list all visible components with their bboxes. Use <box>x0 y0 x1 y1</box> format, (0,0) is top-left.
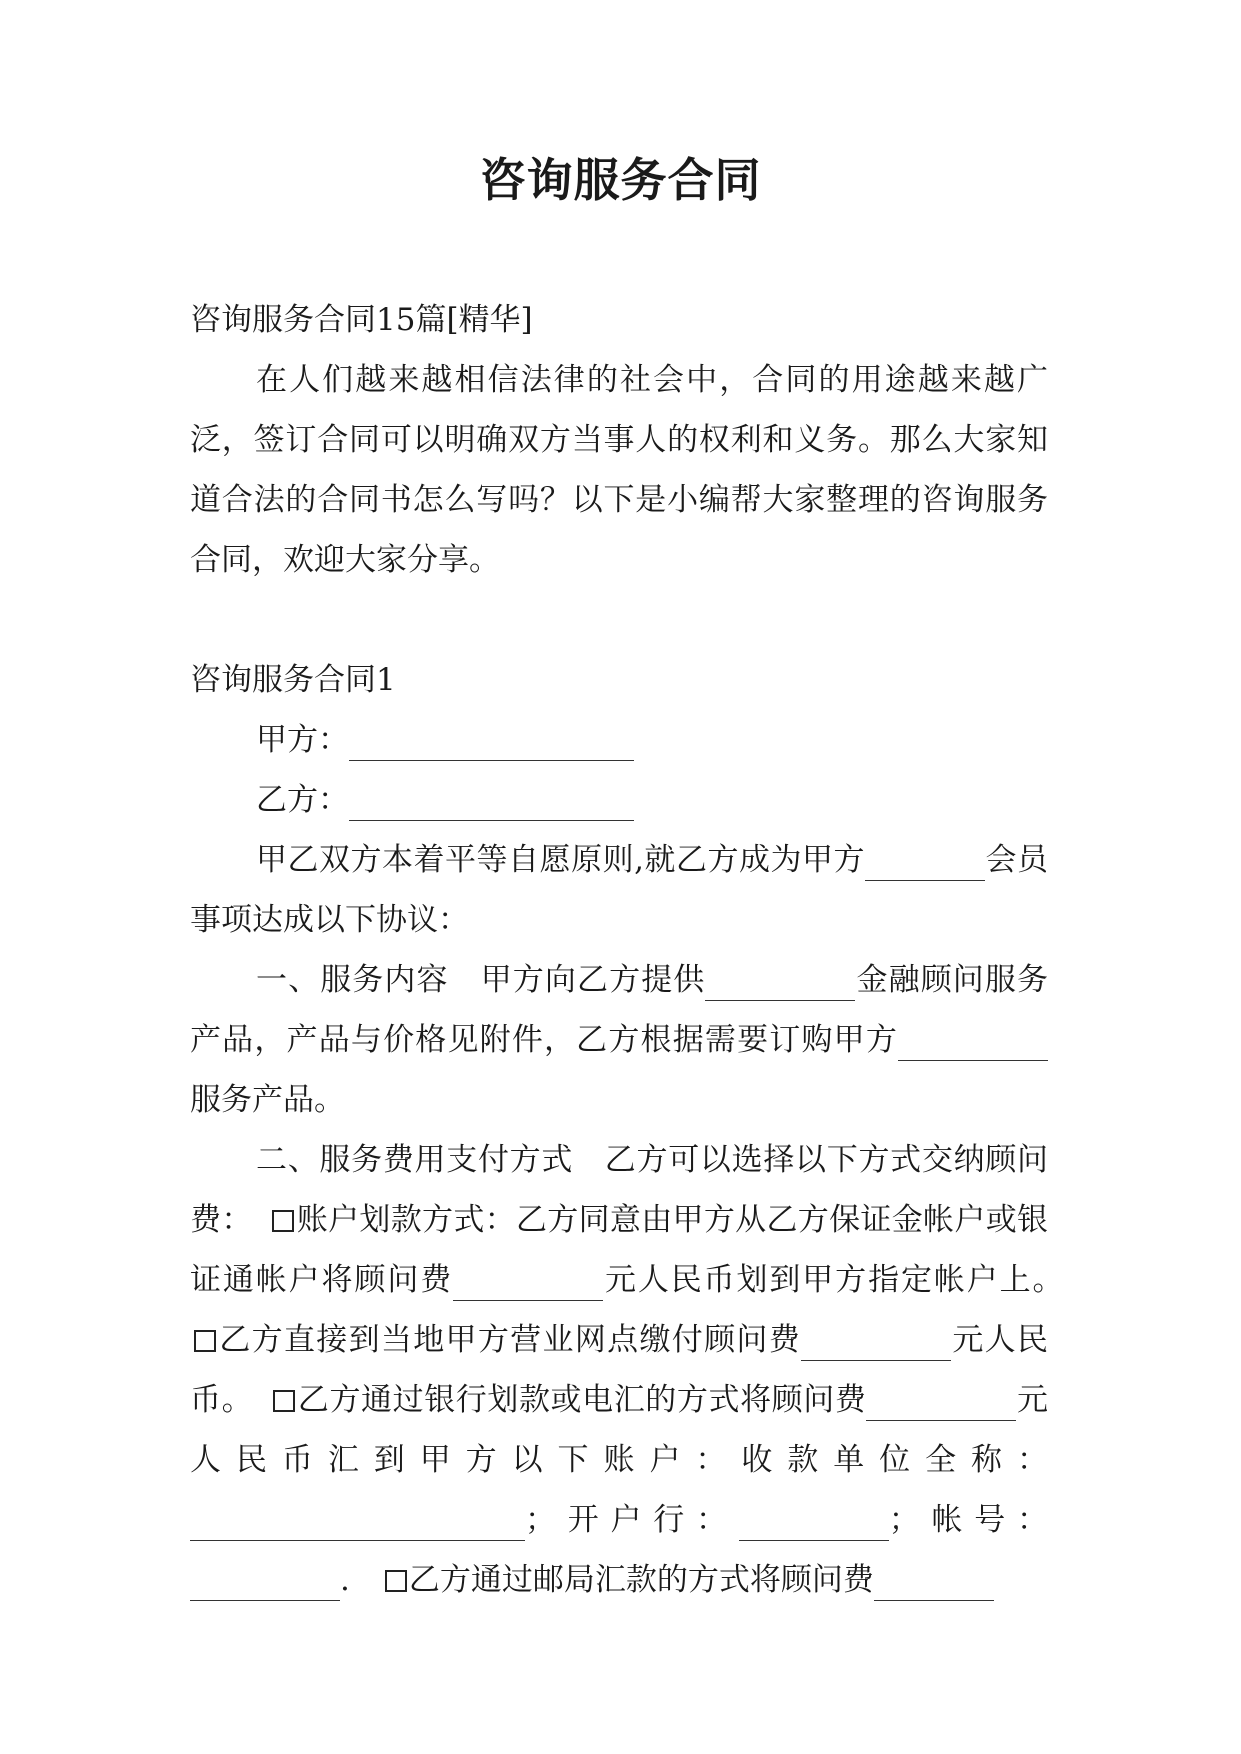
party-b-line <box>190 770 1048 830</box>
option-2-tail: 元人民币。 <box>190 1322 1049 1418</box>
fee-blank-2 <box>801 1323 951 1361</box>
principle-paragraph <box>190 830 1048 950</box>
option-2-text: 乙方直接到当地甲方营业网点缴付顾问费 <box>218 1322 802 1358</box>
intro-paragraph: 在人们越来越相信法律的社会中，合同的用途越来越广泛，签订合同可以明确双方当事人的权利和义务。那么大家知道合法的合同书怎么写吗？以下是小编帮大家整理的咨询服务合同，欢迎大家分享。 <box>190 362 1048 578</box>
document-subtitle: 咨询服务合同15篇[精华] <box>190 302 533 338</box>
product-blank <box>898 1023 1048 1061</box>
fee-blank-4 <box>874 1563 994 1601</box>
account-label: ；帐号： <box>888 1502 1048 1538</box>
party-a-blank <box>349 723 634 761</box>
paragraph-gap <box>190 590 1048 650</box>
document-body <box>190 290 1079 1610</box>
party-b-blank <box>349 783 634 821</box>
checkbox-direct-payment[interactable] <box>194 1330 216 1352</box>
option-4-text: 乙方通过邮局汇款的方式将顾问费 <box>408 1562 874 1598</box>
checkbox-account-transfer[interactable] <box>272 1210 294 1232</box>
service-blank <box>705 963 855 1001</box>
clause-1-tail: 服务产品。 <box>190 1082 345 1118</box>
account-number-blank <box>190 1563 340 1601</box>
clause-1-lead: 一、服务内容 甲方向乙方提供 <box>256 962 706 998</box>
clause-1-mid: 金融顾问服务产品，产品与价格见附件，乙方根据需要订购甲方 <box>190 962 1049 1058</box>
option-1-tail: 元人民币划到甲方指定帐户上。 <box>603 1262 1079 1298</box>
payee-name-blank <box>190 1503 525 1541</box>
party-a-line <box>190 710 1048 770</box>
account-end: . <box>340 1562 381 1598</box>
clause-2-paragraph <box>190 1130 1079 1610</box>
checkbox-bank-transfer[interactable] <box>273 1390 295 1412</box>
membership-blank <box>865 843 985 881</box>
document-title: 咨询服务合同 <box>479 153 762 207</box>
option-3-text: 乙方通过银行划款或电汇的方式将顾问费 <box>297 1382 867 1418</box>
party-a-label: 甲方： <box>256 722 349 758</box>
checkbox-postal-remittance[interactable] <box>385 1570 407 1592</box>
bank-label: ；开户行： <box>525 1502 739 1538</box>
option-1-text: 账户划款方式：乙方同意由甲方从乙方保证金帐户或银证通帐户将顾问费 <box>190 1202 1049 1298</box>
clause-2-lead: 二、服务费用支付方式 乙方可以选择以下方式交纳顾问费： <box>190 1142 1048 1238</box>
section-heading: 咨询服务合同1 <box>190 662 396 698</box>
party-b-label: 乙方： <box>256 782 349 818</box>
option-3-mid: 元人民币汇到甲方以下账户：收款单位全称： <box>190 1382 1049 1478</box>
bank-blank <box>739 1503 889 1541</box>
principle-tail: 会员事项达成以下协议： <box>190 842 1048 938</box>
clause-1-paragraph <box>190 950 1048 1130</box>
fee-blank-3 <box>866 1383 1016 1421</box>
fee-blank-1 <box>453 1263 603 1301</box>
principle-text: 甲乙双方本着平等自愿原则,就乙方成为甲方 <box>256 842 865 878</box>
